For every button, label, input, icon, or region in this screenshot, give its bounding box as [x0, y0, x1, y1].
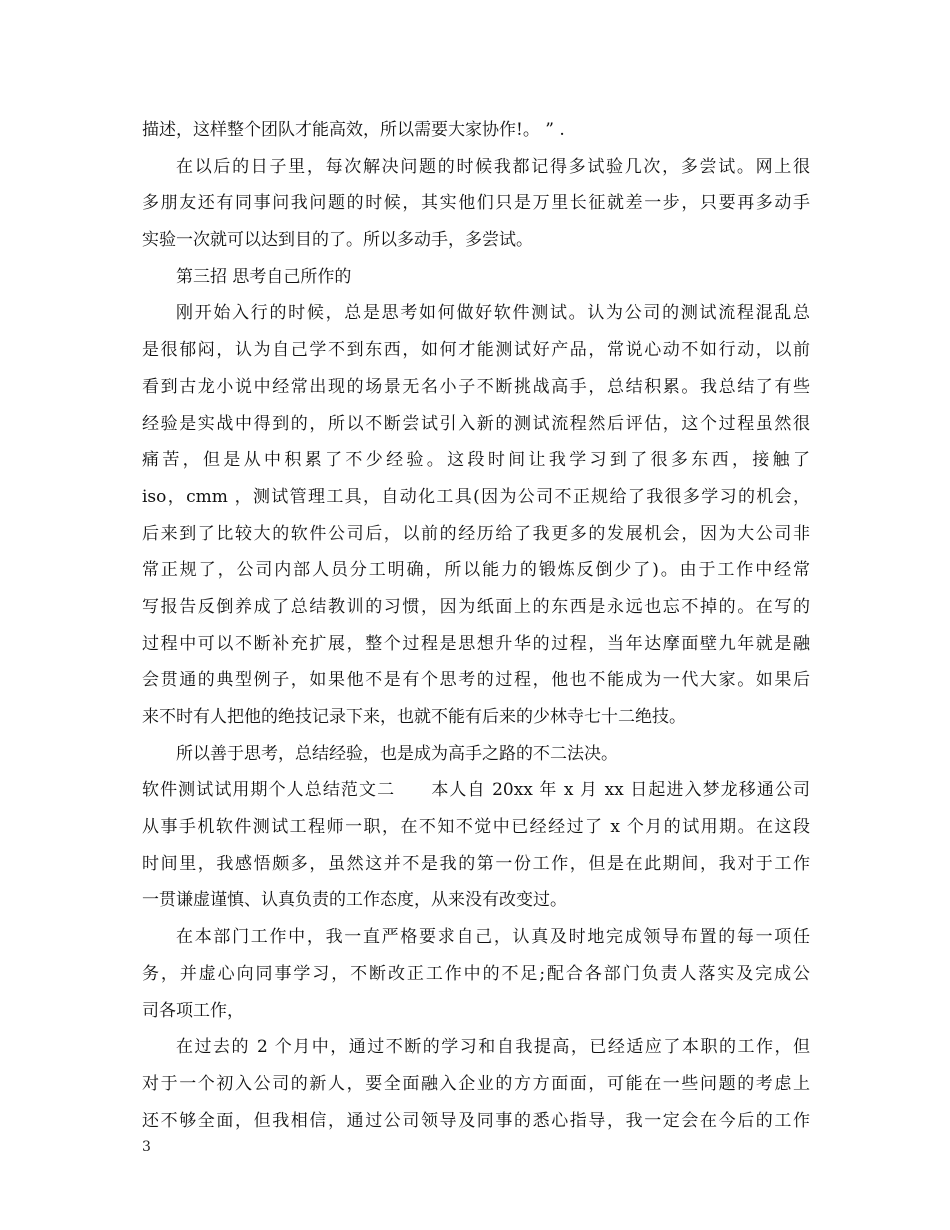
- text-line: 所以善于思考，总结经验，也是成为高手之路的不二法决。: [176, 743, 618, 764]
- document-body: [142, 112, 810, 1139]
- text-line: 多朋友还有同事问我问题的时候，其实他们只是万里长征就差一步，只要再多动手: [142, 193, 810, 214]
- text-line: 在以后的日子里，每次解决问题的时候我都记得多试验几次，多尝试。网上很: [176, 156, 810, 177]
- text-line: 痛苦，但是从中积累了不少经验。这段时间让我学习到了很多东西，接触了: [142, 450, 810, 471]
- text-line: 从事手机软件测试工程师一职，在不知不觉中已经经过了 x 个月的试用期。在这段: [142, 817, 810, 838]
- text-line: 软件测试试用期个人总结范文二 本人自 20xx 年 x 月 xx 日起进入梦龙移通公司: [142, 780, 810, 801]
- text-line: 第三招 思考自己所作的: [176, 266, 352, 287]
- text-line: 还不够全面，但我相信，通过公司领导及同事的悉心指导，我一定会在今后的工作: [142, 1110, 810, 1131]
- text-line: 司各项工作，: [142, 1000, 244, 1021]
- text-line: 一贯谦虚谨慎、认真负责的工作态度，从来没有改变过。: [142, 890, 567, 911]
- text-line: 常正规了，公司内部人员分工明确，所以能力的锻炼反倒少了)。由于工作中经常: [142, 560, 810, 581]
- text-line: 时间里，我感悟颇多，虽然这并不是我的第一份工作，但是在此期间，我对于工作: [142, 853, 810, 874]
- text-line: 后来到了比较大的软件公司后，以前的经历给了我更多的发展机会，因为大公司非: [142, 523, 810, 544]
- text-line: 会贯通的典型例子，如果他不是有个思考的过程，他也不能成为一代大家。如果后: [142, 670, 810, 691]
- text-line: 过程中可以不断补充扩展，整个过程是思想升华的过程，当年达摩面壁九年就是融: [142, 633, 810, 654]
- text-line: iso，cmm ，测试管理工具，自动化工具(因为公司不正规给了我很多学习的机会，: [142, 486, 810, 507]
- text-line: 来不时有人把他的绝技记录下来，也就不能有后来的少林寺七十二绝技。: [142, 707, 686, 727]
- text-line: 对于一个初入公司的新人，要全面融入企业的方方面面，可能在一些问题的考虑上: [142, 1073, 810, 1094]
- text-line: 刚开始入行的时候，总是思考如何做好软件测试。认为公司的测试流程混乱总: [176, 303, 810, 324]
- text-line: 看到古龙小说中经常出现的场景无名小子不断挑战高手，总结积累。我总结了有些: [142, 376, 810, 397]
- text-line: 务，并虚心向同事学习，不断改正工作中的不足;配合各部门负责人落实及完成公: [142, 963, 810, 984]
- text-line: 在过去的 2 个月中，通过不断的学习和自我提高，已经适应了本职的工作，但: [176, 1037, 810, 1058]
- page-number: 3: [142, 1139, 151, 1155]
- text-line: 是很郁闷，认为自己学不到东西，如何才能测试好产品，常说心动不如行动，以前: [142, 340, 810, 361]
- text-line: 描述，这样整个团队才能高效，所以需要大家协作!。 ” .: [142, 120, 565, 140]
- text-line: 经验是实战中得到的，所以不断尝试引入新的测试流程然后评估，这个过程虽然很: [142, 413, 810, 434]
- text-line: 写报告反倒养成了总结教训的习惯，因为纸面上的东西是永远也忘不掉的。在写的: [142, 596, 810, 617]
- text-line: 实验一次就可以达到目的了。所以多动手，多尝试。: [142, 230, 533, 251]
- text-line: 在本部门工作中，我一直严格要求自己，认真及时地完成领导布置的每一项任: [176, 927, 810, 948]
